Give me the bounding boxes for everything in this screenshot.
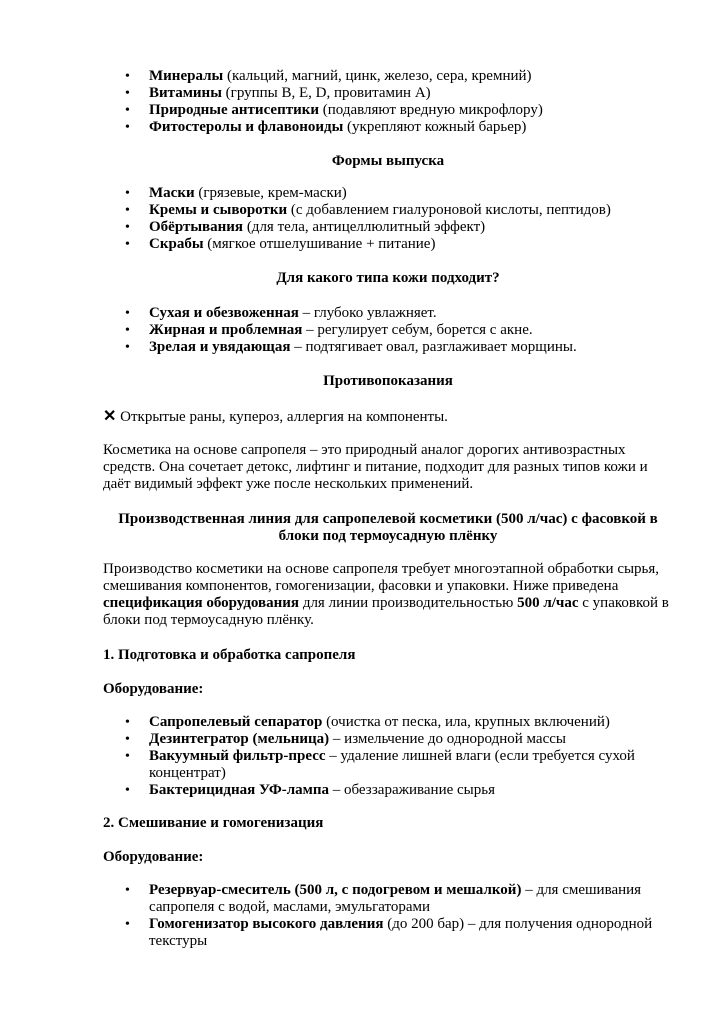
contra-text: ✕ Открытые раны, купероз, аллергия на компоненты. [103,408,448,425]
list-item: • Вакуумный фильтр-пресс – удаление лишней влаги (если требуется сухой концентрат) [125,748,635,781]
list-item: • Жирная и проблемная – регулирует себум, борется с акне. [125,322,533,338]
summary-paragraph: Косметика на основе сапропеля – это природный аналог дорогих антивозрастных средств. Она сочетает детокс, лифтинг и питание, подходит для разных типов кожи и даёт видимый эффект уже после нескольких применений. [103,442,648,492]
bullet-icon: • [125,86,130,101]
list-item: • Скрабы (мягкое отшелушивание + питание) [125,236,436,252]
intro-list [103,68,663,136]
list-item: • Маски (грязевые, крем-маски) [125,185,347,201]
list-item: • Гомогенизатор высокого давления (до 200 бар) – для получения однородной текстуры [125,916,653,949]
forms-list [103,185,663,253]
cross-icon: ✕ [103,408,117,425]
bullet-icon: • [125,340,130,355]
line-heading: Производственная линия для сапропелевой косметики (500 л/час) с фасовкой в блоки под термоусадную плёнку [118,511,658,544]
list-item: • Резервуар-смеситель (500 л, с подогревом и мешалкой) – для смешивания сапропеля с водой, маслами, эмульгаторами [125,882,642,915]
list-item: • Природные антисептики (подавляют вредную микрофлору) [125,102,543,118]
bullet-icon: • [125,203,130,218]
bullet-icon: • [125,323,130,338]
bullet-icon: • [125,237,130,252]
line-intro-paragraph: Производство косметики на основе сапропеля требует многоэтапной обработки сырья, смешивания компонентов, гомогенизации, фасовки и упаковки. Ниже приведена спецификация оборудования для линии производительностью 500 л/час с упаковкой в блоки под термоусадную плёнку. [103,561,669,628]
section2-list [103,882,663,950]
bullet-icon: • [125,103,130,118]
list-item: • Сапропелевый сепаратор (очистка от песка, ила, крупных включений) [125,714,610,730]
bullet-icon: • [125,306,130,321]
section1-equipment-label: Оборудование: [103,681,204,697]
section1-list [103,714,663,799]
section2-heading: 2. Смешивание и гомогенизация [103,815,324,831]
list-item: • Дезинтегратор (мельница) – измельчение до однородной массы [125,731,566,747]
bullet-icon: • [125,220,130,235]
bullet-icon: • [125,186,130,201]
bullet-icon: • [125,732,130,747]
list-item: • Зрелая и увядающая – подтягивает овал, разглаживает морщины. [125,339,577,355]
bullet-icon: • [125,749,130,764]
bullet-icon: • [125,715,130,730]
contra-heading: Противопоказания [323,373,453,389]
list-item: • Витамины (группы B, E, D, провитамин A) [125,85,431,101]
bullet-icon: • [125,883,130,898]
list-item: • Обёртывания (для тела, антицеллюлитный эффект) [125,219,486,235]
bullet-icon: • [125,120,130,135]
list-item: • Кремы и сыворотки (с добавлением гиалуроновой кислоты, пептидов) [125,202,611,218]
bullet-icon: • [125,69,130,84]
bullet-icon: • [125,783,130,798]
list-item: • Сухая и обезвоженная – глубоко увлажняет. [125,305,437,321]
skin-heading: Для какого типа кожи подходит? [276,270,500,286]
skin-list [103,305,663,356]
section2-equipment-label: Оборудование: [103,849,204,865]
forms-heading: Формы выпуска [331,153,445,169]
bullet-icon: • [125,917,130,932]
list-item: • Фитостеролы и флавоноиды (укрепляют кожный барьер) [125,119,527,135]
list-item: • Минералы (кальций, магний, цинк, железо, сера, кремний) [125,68,532,84]
list-item: • Бактерицидная УФ-лампа – обеззараживание сырья [125,782,495,798]
section1-heading: 1. Подготовка и обработка сапропеля [103,647,356,663]
